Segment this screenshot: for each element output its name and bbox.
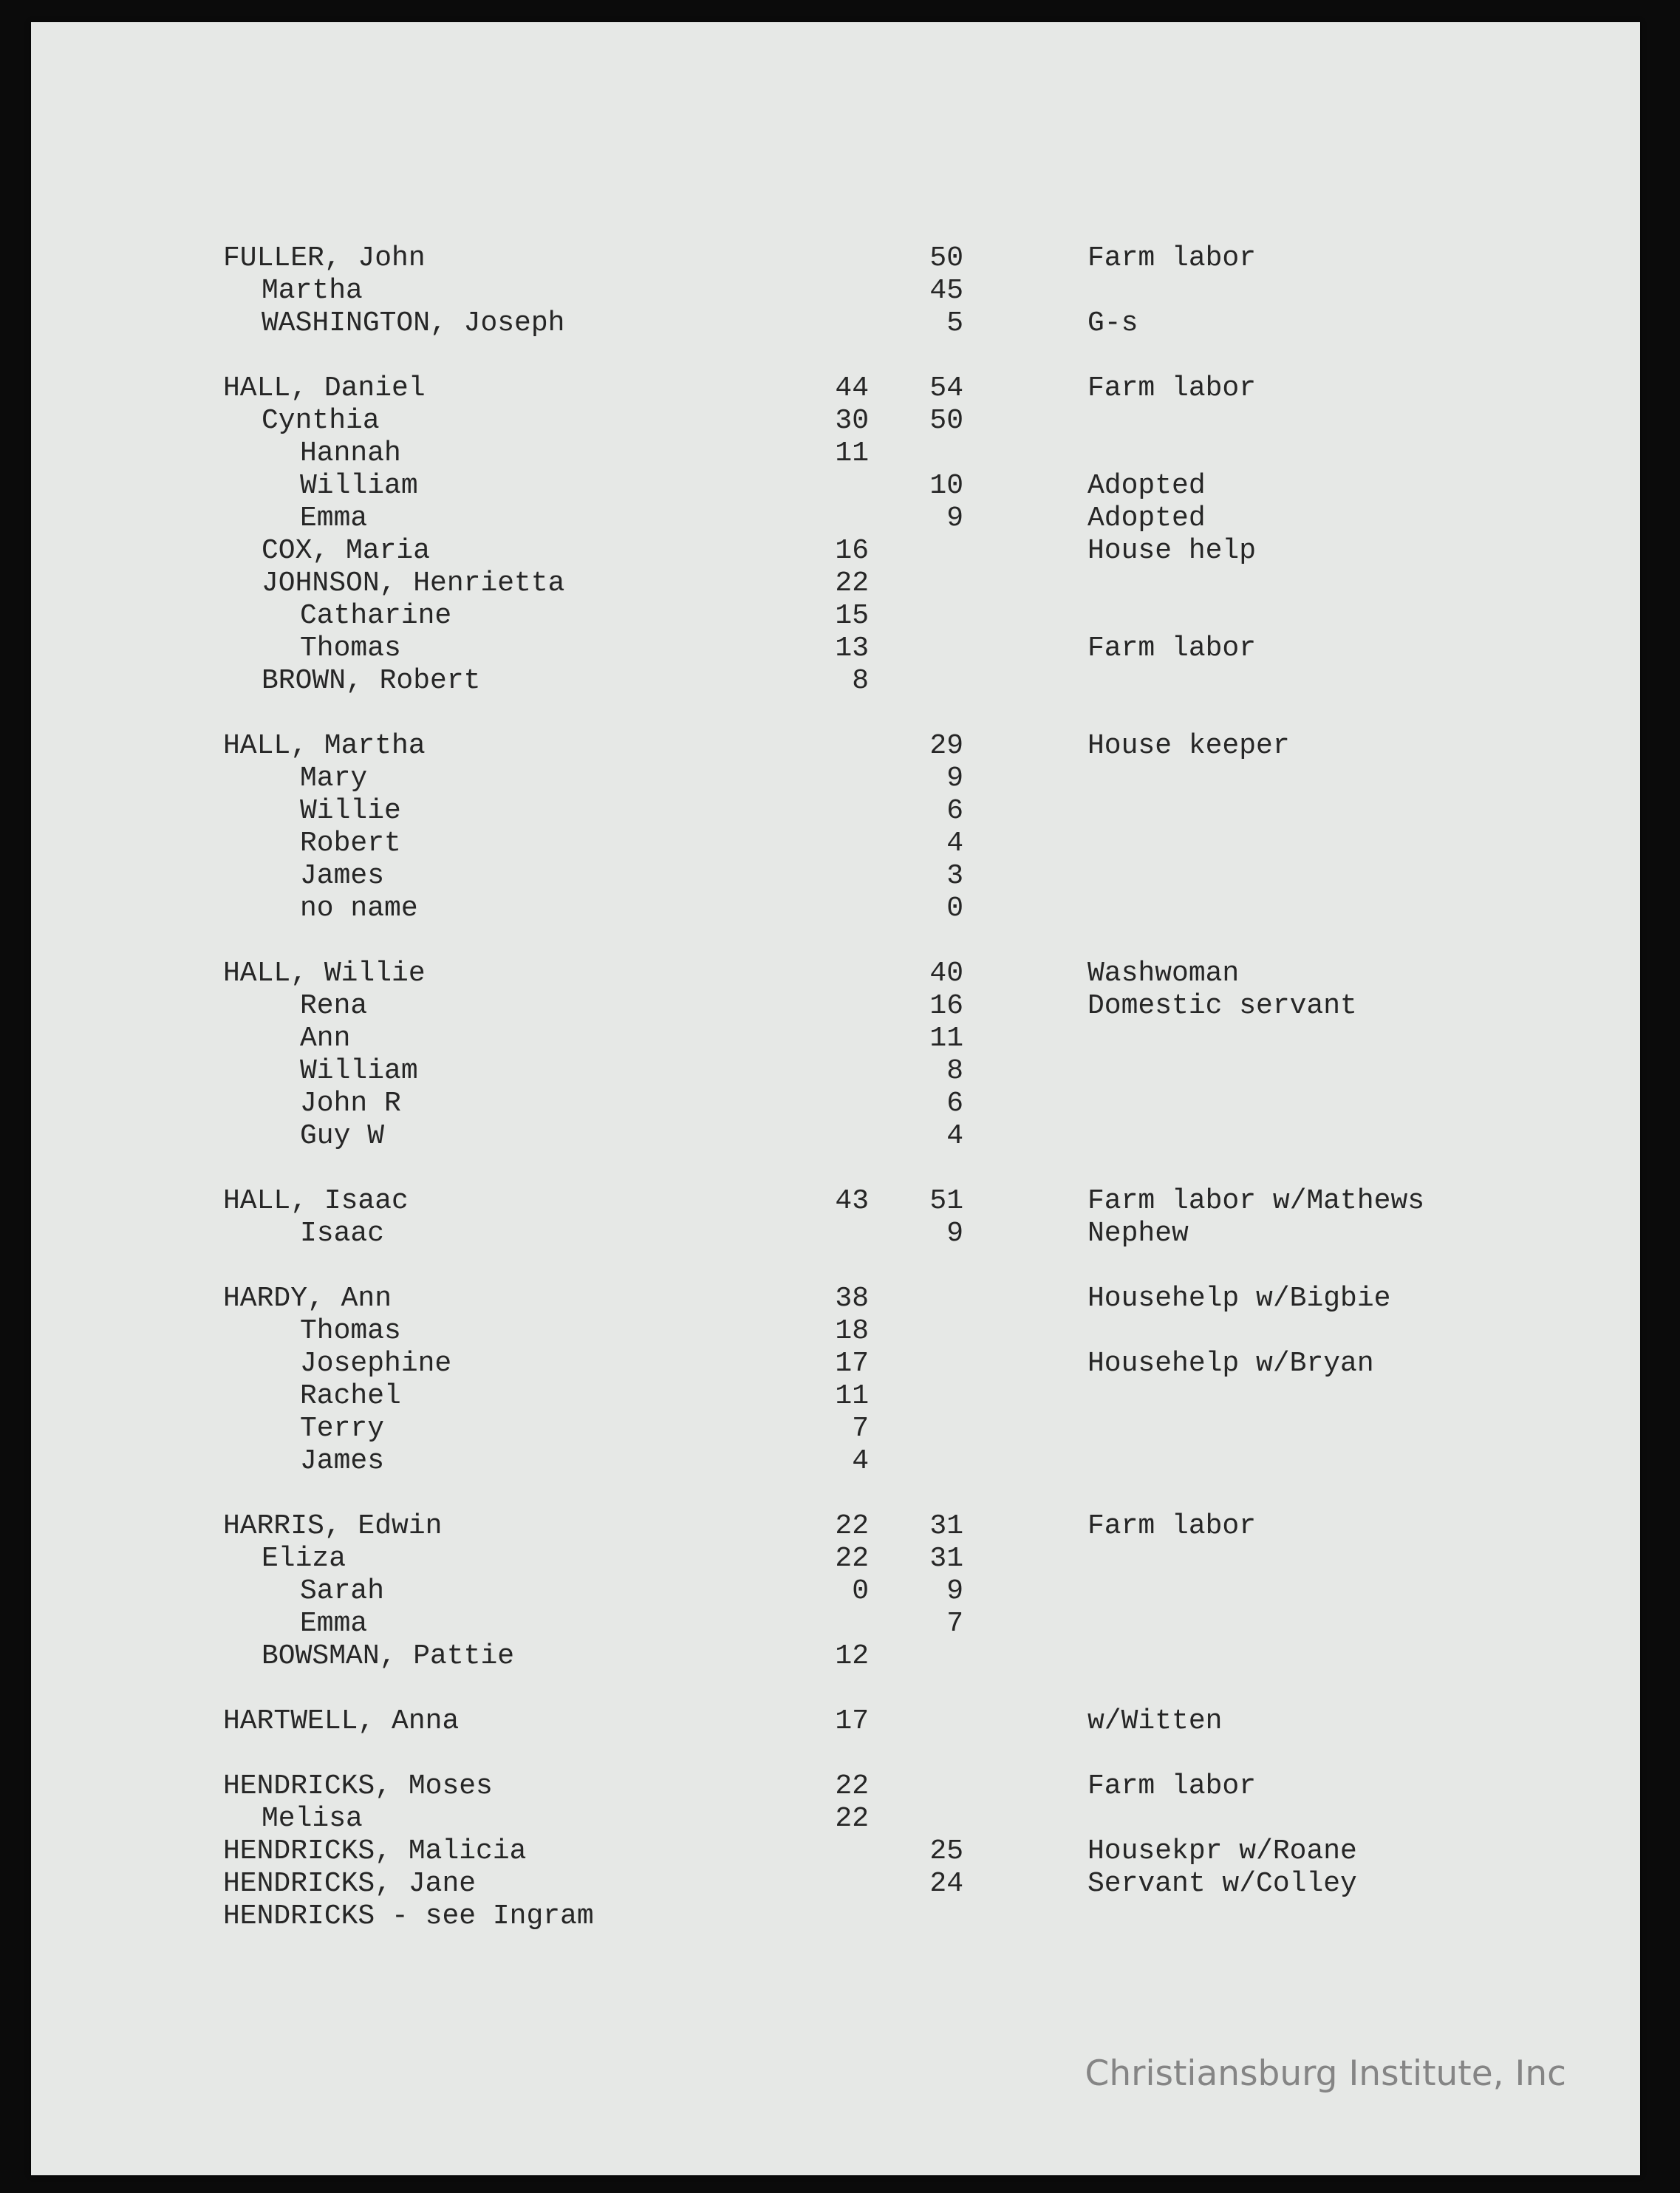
age-column-1: 18	[835, 1315, 869, 1347]
age-column-2: 4	[946, 828, 963, 859]
record-row	[31, 1575, 1640, 1608]
age-column-2: 9	[946, 763, 963, 794]
person-name: HENDRICKS - see Ingram	[223, 1900, 594, 1932]
age-column-1: 22	[835, 1510, 869, 1542]
age-column-1: 8	[852, 665, 869, 697]
age-column-2: 50	[929, 242, 963, 274]
age-column-1: 11	[835, 1380, 869, 1412]
person-name: JOHNSON, Henrietta	[262, 567, 565, 599]
age-column-2: 4	[946, 1120, 963, 1152]
record-row	[31, 1348, 1640, 1380]
record-row	[31, 1900, 1640, 1933]
record-row	[31, 307, 1640, 340]
occupation: House help	[1087, 535, 1257, 567]
person-name: Martha	[262, 275, 363, 307]
record-row	[31, 470, 1640, 502]
person-name: HARTWELL, Anna	[223, 1705, 460, 1737]
age-column-2: 31	[929, 1510, 963, 1542]
record-row	[31, 1120, 1640, 1153]
person-name: Rena	[300, 990, 368, 1022]
record-row	[31, 600, 1640, 632]
person-name: HENDRICKS, Malicia	[223, 1835, 527, 1867]
person-name: John R	[300, 1088, 401, 1119]
age-column-1: 16	[835, 535, 869, 567]
age-column-2: 9	[946, 1575, 963, 1607]
record-row	[31, 763, 1640, 795]
age-column-1: 22	[835, 1803, 869, 1835]
occupation: Washwoman	[1087, 958, 1240, 989]
person-name: HARDY, Ann	[223, 1283, 392, 1314]
age-column-1: 22	[835, 567, 869, 599]
age-column-1: 11	[835, 437, 869, 469]
person-name: Ann	[300, 1023, 351, 1054]
record-row	[31, 1770, 1640, 1803]
record-row	[31, 372, 1640, 405]
record-row	[31, 502, 1640, 535]
record-row	[31, 795, 1640, 828]
record-row	[31, 535, 1640, 567]
record-row	[31, 1543, 1640, 1575]
person-name: Emma	[300, 1608, 368, 1640]
occupation: House keeper	[1087, 730, 1290, 762]
record-row	[31, 893, 1640, 925]
occupation: Farm labor	[1087, 1770, 1257, 1802]
person-name: HARRIS, Edwin	[223, 1510, 443, 1542]
record-row	[31, 1705, 1640, 1738]
occupation: Farm labor w/Mathews	[1087, 1185, 1425, 1217]
age-column-2: 9	[946, 1218, 963, 1249]
age-column-2: 8	[946, 1055, 963, 1087]
record-row	[31, 730, 1640, 763]
age-column-1: 17	[835, 1348, 869, 1379]
age-column-2: 10	[929, 470, 963, 502]
age-column-2: 29	[929, 730, 963, 762]
person-name: Melisa	[262, 1803, 363, 1835]
record-row	[31, 1088, 1640, 1120]
age-column-2: 5	[946, 307, 963, 339]
occupation: Farm labor	[1087, 1510, 1257, 1542]
person-name: Terry	[300, 1413, 385, 1445]
occupation: Househelp w/Bigbie	[1087, 1283, 1391, 1314]
age-column-2: 45	[929, 275, 963, 307]
age-column-1: 22	[835, 1543, 869, 1575]
occupation: Housekpr w/Roane	[1087, 1835, 1357, 1867]
record-row	[31, 1218, 1640, 1250]
person-name: Sarah	[300, 1575, 385, 1607]
occupation: Farm labor	[1087, 242, 1257, 274]
person-name: Cynthia	[262, 405, 380, 437]
occupation: Househelp w/Bryan	[1087, 1348, 1374, 1379]
person-name: James	[300, 1445, 385, 1477]
person-name: COX, Maria	[262, 535, 431, 567]
record-row	[31, 828, 1640, 860]
age-column-1: 30	[835, 405, 869, 437]
person-name: Thomas	[300, 632, 401, 664]
person-name: Josephine	[300, 1348, 452, 1379]
age-column-1: 0	[852, 1575, 869, 1607]
occupation: w/Witten	[1087, 1705, 1223, 1737]
record-row	[31, 632, 1640, 665]
record-row	[31, 242, 1640, 275]
person-name: HENDRICKS, Jane	[223, 1868, 477, 1900]
age-column-1: 15	[835, 600, 869, 632]
person-name: WASHINGTON, Joseph	[262, 307, 565, 339]
age-column-2: 31	[929, 1543, 963, 1575]
record-row	[31, 1640, 1640, 1673]
age-column-2: 0	[946, 893, 963, 924]
person-name: James	[300, 860, 385, 892]
age-column-2: 16	[929, 990, 963, 1022]
occupation: Adopted	[1087, 502, 1206, 534]
age-column-1: 22	[835, 1770, 869, 1802]
person-name: HALL, Isaac	[223, 1185, 409, 1217]
record-row	[31, 860, 1640, 893]
record-row	[31, 1315, 1640, 1348]
record-row	[31, 1023, 1640, 1055]
occupation: Adopted	[1087, 470, 1206, 502]
person-name: Thomas	[300, 1315, 401, 1347]
person-name: Mary	[300, 763, 368, 794]
age-column-1: 13	[835, 632, 869, 664]
occupation: Farm labor	[1087, 632, 1257, 664]
occupation: Farm labor	[1087, 372, 1257, 404]
record-row	[31, 1445, 1640, 1478]
record-row	[31, 275, 1640, 307]
record-row	[31, 958, 1640, 990]
occupation: Servant w/Colley	[1087, 1868, 1357, 1900]
record-row	[31, 1608, 1640, 1640]
age-column-2: 51	[929, 1185, 963, 1217]
person-name: William	[300, 470, 418, 502]
age-column-2: 6	[946, 795, 963, 827]
record-row	[31, 437, 1640, 470]
person-name: Eliza	[262, 1543, 346, 1575]
record-row	[31, 1510, 1640, 1543]
age-column-2: 3	[946, 860, 963, 892]
person-name: FULLER, John	[223, 242, 426, 274]
occupation: G-s	[1087, 307, 1138, 339]
person-name: Robert	[300, 828, 401, 859]
age-column-2: 24	[929, 1868, 963, 1900]
age-column-1: 17	[835, 1705, 869, 1737]
person-name: HALL, Daniel	[223, 372, 426, 404]
age-column-1: 38	[835, 1283, 869, 1314]
person-name: Rachel	[300, 1380, 401, 1412]
age-column-2: 7	[946, 1608, 963, 1640]
record-row	[31, 405, 1640, 437]
age-column-2: 54	[929, 372, 963, 404]
age-column-1: 12	[835, 1640, 869, 1672]
person-name: Isaac	[300, 1218, 385, 1249]
record-row	[31, 1835, 1640, 1868]
record-row	[31, 1283, 1640, 1315]
occupation: Nephew	[1087, 1218, 1189, 1249]
person-name: Willie	[300, 795, 401, 827]
record-row	[31, 1185, 1640, 1218]
census-records	[31, 22, 1640, 2175]
age-column-2: 25	[929, 1835, 963, 1867]
age-column-2: 50	[929, 405, 963, 437]
person-name: HALL, Willie	[223, 958, 426, 989]
person-name: Emma	[300, 502, 368, 534]
age-column-2: 9	[946, 502, 963, 534]
occupation: Domestic servant	[1087, 990, 1357, 1022]
record-row	[31, 1380, 1640, 1413]
record-row	[31, 1803, 1640, 1835]
person-name: Guy W	[300, 1120, 385, 1152]
age-column-2: 40	[929, 958, 963, 989]
person-name: William	[300, 1055, 418, 1087]
age-column-1: 7	[852, 1413, 869, 1445]
person-name: Hannah	[300, 437, 401, 469]
document-page	[31, 22, 1640, 2175]
person-name: HALL, Martha	[223, 730, 426, 762]
record-row	[31, 665, 1640, 698]
age-column-2: 6	[946, 1088, 963, 1119]
person-name: BROWN, Robert	[262, 665, 481, 697]
watermark: Christiansburg Institute, Inc	[1085, 2053, 1566, 2094]
age-column-2: 11	[929, 1023, 963, 1054]
age-column-1: 44	[835, 372, 869, 404]
record-row	[31, 1413, 1640, 1445]
age-column-1: 43	[835, 1185, 869, 1217]
record-row	[31, 1868, 1640, 1900]
record-row	[31, 1055, 1640, 1088]
person-name: HENDRICKS, Moses	[223, 1770, 493, 1802]
person-name: Catharine	[300, 600, 452, 632]
record-row	[31, 567, 1640, 600]
record-row	[31, 990, 1640, 1023]
age-column-1: 4	[852, 1445, 869, 1477]
person-name: BOWSMAN, Pattie	[262, 1640, 515, 1672]
person-name: no name	[300, 893, 418, 924]
